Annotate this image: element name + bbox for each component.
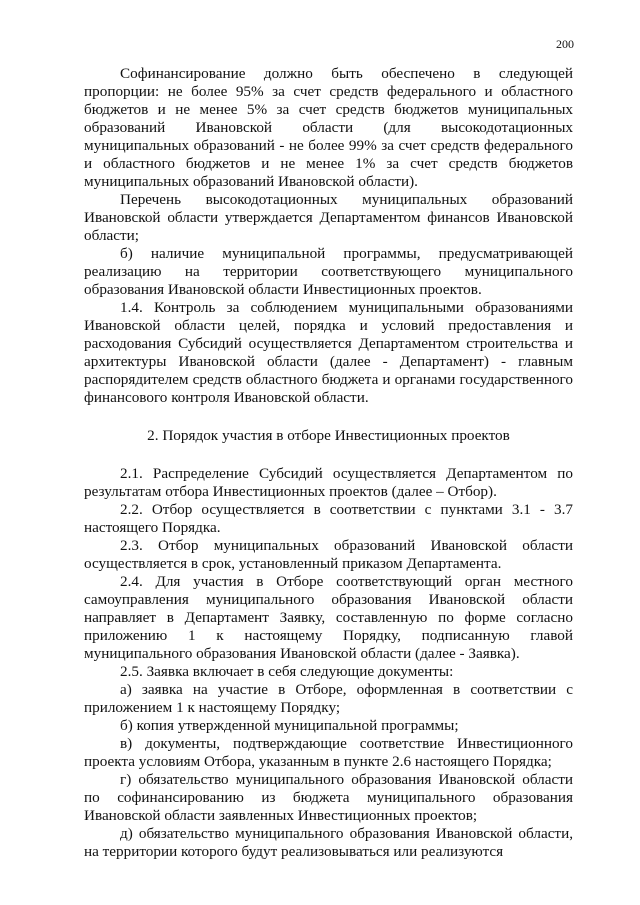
paragraph-2-4: 2.4. Для участия в Отборе соответствующий орган местного самоуправления муниципального образования Ивановской области направляет в Департамент Заявку, составленную по форме согласно приложению 1 к настоящему Порядку, подписанную главой муниципального образования Ивановской области (далее - Заявка).: [84, 573, 573, 662]
document-body: [84, 65, 573, 861]
paragraph-2-5: 2.5. Заявка включает в себя следующие документы:: [120, 663, 454, 680]
section-heading: 2. Порядок участия в отборе Инвестиционных проектов: [147, 427, 510, 444]
paragraph-control: 1.4. Контроль за соблюдением муниципальными образованиями Ивановской области целей, порядка и условий предоставления и расходования Субсидий осуществляется Департаментом строительства и архитектуры Ивановской области (далее - Департамент) - главным распорядителем средств областного бюджета и органами государственного финансового контроля Ивановской области.: [84, 299, 573, 406]
list-item-d: д) обязательство муниципального образования Ивановской области, на территории которого будут реализовываться или реализуются: [84, 825, 573, 860]
page-number: 200: [556, 37, 574, 51]
list-item-v: в) документы, подтверждающие соответствие Инвестиционного проекта условиям Отбора, указанным в пункте 2.6 настоящего Порядка;: [84, 735, 573, 770]
paragraph-2-3: 2.3. Отбор муниципальных образований Ивановской области осуществляется в срок, установленный приказом Департамента.: [84, 537, 573, 572]
list-item-a: а) заявка на участие в Отборе, оформленная в соответствии с приложением 1 к настоящему Порядку;: [84, 681, 573, 716]
paragraph-2-1: 2.1. Распределение Субсидий осуществляется Департаментом по результатам отбора Инвестиционных проектов (далее – Отбор).: [84, 465, 573, 500]
paragraph-high-subsidy-list: Перечень высокодотационных муниципальных образований Ивановской области утверждается Департаментом финансов Ивановской области;: [84, 191, 573, 244]
paragraph-2-2: 2.2. Отбор осуществляется в соответствии с пунктами 3.1 - 3.7 настоящего Порядка.: [84, 501, 573, 536]
paragraph-municipal-program: б) наличие муниципальной программы, предусматривающей реализацию на территории соответствующего муниципального образования Ивановской области Инвестиционных проектов.: [84, 245, 573, 298]
list-item-g: г) обязательство муниципального образования Ивановской области по софинансированию из бюджета муниципального образования Ивановской области заявленных Инвестиционных проектов;: [84, 771, 573, 824]
paragraph-cofinancing: Софинансирование должно быть обеспечено в следующей пропорции: не более 95% за счет средств федерального и областного бюджетов и не менее 5% за счет средств бюджетов муниципальных образований Ивановской области (для высокодотационных муниципальных образований - не более 99% за счет средств федерального и областного бюджетов и не менее 1% за счет средств бюджетов муниципальных образований Ивановской области).: [84, 65, 573, 190]
list-item-b: б) копия утвержденной муниципальной программы;: [120, 717, 459, 734]
